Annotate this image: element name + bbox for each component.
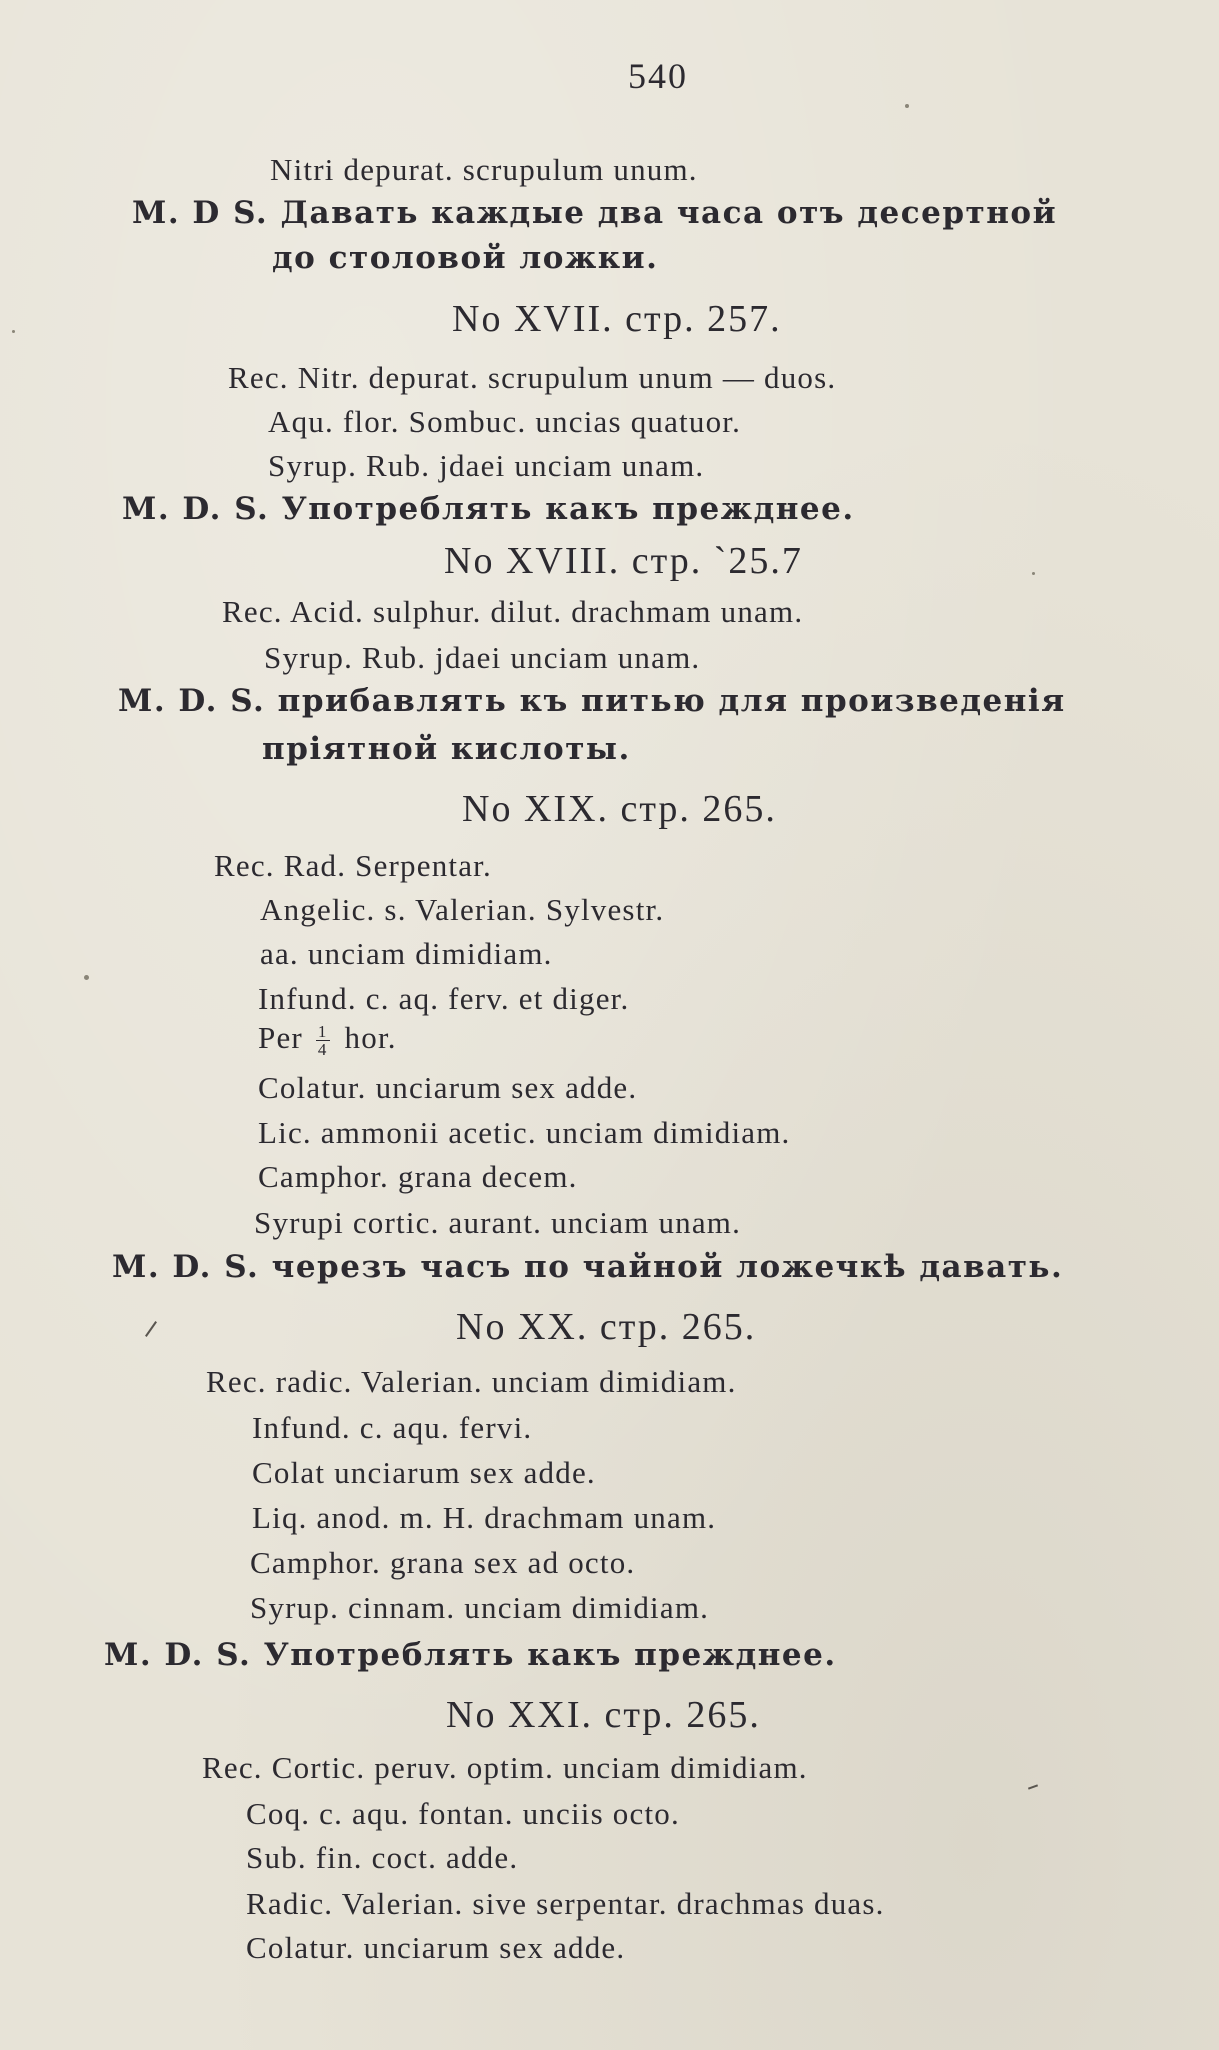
prescription-heading: No XX. стр. 265.: [456, 1306, 757, 1348]
paper-speck: [1032, 572, 1035, 575]
text-line: Rec. Acid. sulphur. dilut. drachmam unam.: [222, 594, 804, 629]
text-line: Syrup. cinnam. unciam dimidiam.: [250, 1590, 710, 1625]
text-line: Lic. ammonii acetic. unciam dimidiam.: [258, 1115, 791, 1150]
paper-speck: [84, 975, 89, 980]
text-line: Rec. radic. Valerian. unciam dimidiam.: [206, 1364, 737, 1399]
fraction-one-quarter: [316, 1023, 330, 1058]
hour-label: hor.: [344, 1020, 397, 1055]
signa-line: пріятной кислоты.: [262, 731, 631, 767]
fraction-numerator: 1: [317, 1022, 328, 1042]
signa-line: до столовой ложки.: [272, 240, 659, 276]
ink-stroke: [145, 1321, 157, 1337]
text-line: Rec. Rad. Serpentar.: [214, 848, 492, 883]
per-label: Per: [258, 1020, 303, 1055]
text-line: Nitri depurat. scrupulum unum.: [270, 152, 698, 187]
text-line: Syrupi cortic. aurant. unciam unam.: [254, 1205, 742, 1240]
paper-speck: [905, 104, 909, 108]
text-line: Rec. Nitr. depurat. scrupulum unum — duos.: [228, 360, 837, 395]
text-line: Sub. fin. coct. adde.: [246, 1840, 519, 1875]
text-line: aa. unciam dimidiam.: [260, 936, 553, 971]
text-line: Syrup. Rub. jdaei unciam unam.: [264, 640, 701, 675]
per-quarter-hour-line: [258, 1022, 397, 1058]
fraction-denominator: 4: [317, 1040, 328, 1060]
text-line: Infund. c. aqu. fervi.: [252, 1410, 533, 1445]
signa-line: M. D. S. прибавлять къ питью для произведенія: [118, 683, 1066, 719]
page-number: 540: [628, 56, 688, 96]
text-line: Colatur. unciarum sex adde.: [258, 1070, 638, 1105]
signa-line: M. D. S. Употреблять какъ прежднее.: [104, 1637, 837, 1673]
text-line: Angelic. s. Valerian. Sylvestr.: [260, 892, 665, 927]
prescription-heading: No XXI. стр. 265.: [446, 1694, 761, 1736]
text-line: Aqu. flor. Sombuc. uncias quatuor.: [268, 404, 742, 439]
ink-stroke: [1028, 1784, 1038, 1789]
signa-line: M. D. S. черезъ часъ по чайной ложечкѣ давать.: [112, 1249, 1064, 1285]
text-line: Camphor. grana decem.: [258, 1159, 578, 1194]
text-line: Colat unciarum sex adde.: [252, 1455, 596, 1490]
prescription-heading: No XVIII. стр. `25.7: [444, 540, 803, 582]
text-line: Camphor. grana sex ad octo.: [250, 1545, 636, 1580]
prescription-heading: No XIX. стр. 265.: [462, 788, 777, 830]
text-line: Rec. Cortic. peruv. optim. unciam dimidiam.: [202, 1750, 808, 1785]
prescription-heading: No XVII. стр. 257.: [452, 298, 782, 340]
text-line: Radic. Valerian. sive serpentar. drachmas duas.: [246, 1886, 885, 1921]
signa-line: M. D S. Давать каждые два часа отъ десертной: [132, 195, 1058, 231]
text-line: Liq. anod. m. H. drachmam unam.: [252, 1500, 717, 1535]
signa-line: M. D. S. Употреблять какъ прежднее.: [122, 491, 855, 527]
text-line: Infund. c. aq. ferv. et diger.: [258, 981, 630, 1016]
text-line: Syrup. Rub. jdaei unciam unam.: [268, 448, 705, 483]
text-line: Colatur. unciarum sex adde.: [246, 1930, 626, 1965]
text-line: Coq. c. aqu. fontan. unciis octo.: [246, 1796, 680, 1831]
paper-speck: [12, 330, 15, 333]
